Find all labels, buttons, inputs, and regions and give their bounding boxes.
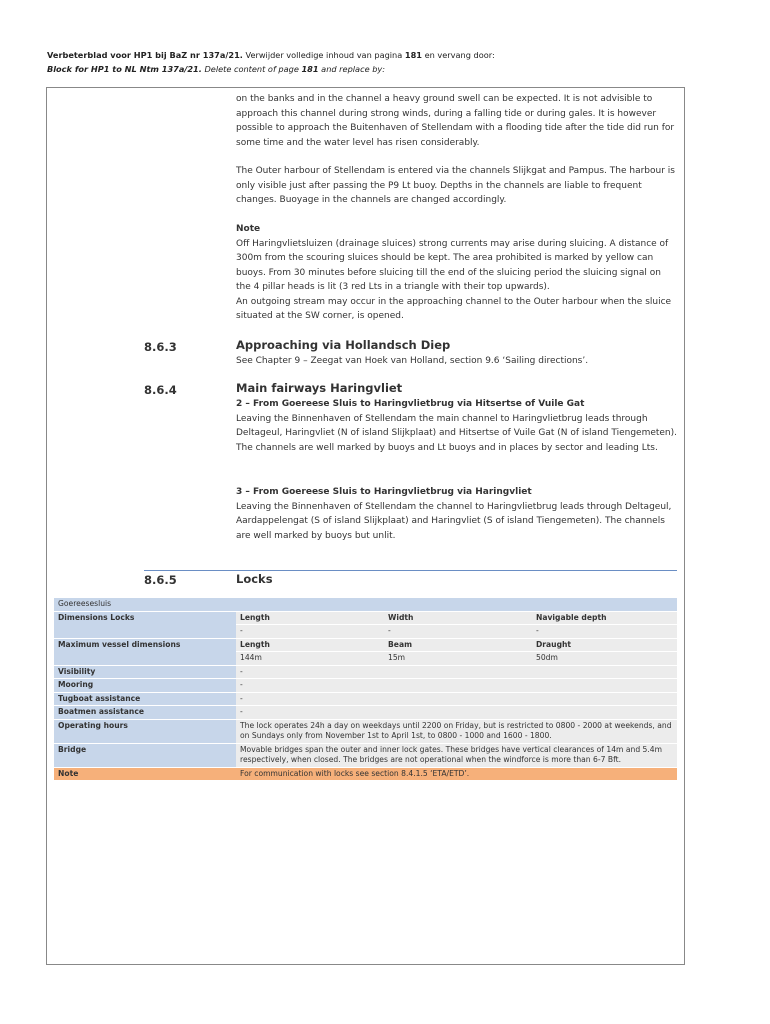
boatmen-value: - xyxy=(236,706,677,720)
note-title: Note xyxy=(236,224,261,234)
section-number-863: 8.6.3 xyxy=(144,340,177,354)
hours-value: The lock operates 24h a day on weekdays until 2200 on Friday, but is restricted to 0800 - 2000 at weekends, and on Sundays only from November 1st to April 1st, to 0800 - 1000 and 1600 - 1800. xyxy=(236,719,677,743)
vessel-value-draught: 50dm xyxy=(532,652,677,666)
section-864-sub1 xyxy=(236,397,678,455)
mooring-label: Mooring xyxy=(54,679,236,693)
section-number-865: 8.6.5 xyxy=(144,573,177,587)
page-header xyxy=(47,48,495,76)
header-line-english: Block for HP1 to NL Ntm 137a/21. Delete content of page 181 and replace by: xyxy=(47,64,386,74)
table-row xyxy=(54,767,677,781)
intro-paragraph-2: The Outer harbour of Stellendam is entered via the channels Slijkgat and Pampus. The harbour is only visible just after passing the P9 Lt buoy. Depths in the channels are liable to frequent changes. Buoyage in the channels are changed accordingly. xyxy=(236,166,675,205)
section-number-864: 8.6.4 xyxy=(144,383,177,397)
table-note-label: Note xyxy=(54,767,236,781)
intro-paragraph-1: on the banks and in the channel a heavy ground swell can be expected. It is not advisible to approach this channel during strong winds, during a falling tide or during gales. It is however possible to approach the Buitenhaven of Stellendam with a flooding tide after the tide did run for some time and the water level has risen considerably. xyxy=(236,94,675,148)
vessel-value-beam: 15m xyxy=(384,652,532,666)
section-title-863: Approaching via Hollandsch Diep xyxy=(236,338,451,352)
sub1-text-2: The channels are well marked by buoys and Lt buoys and in places by sector and leading Lts. xyxy=(236,442,658,453)
section-text-863: See Chapter 9 – Zeegat van Hoek van Holland, section 9.6 ‘Sailing directions’. xyxy=(236,356,589,366)
section-864-sub2 xyxy=(236,485,678,543)
tugboat-value: - xyxy=(236,692,677,706)
boatmen-label: Boatmen assistance xyxy=(54,706,236,720)
table-row xyxy=(54,692,677,706)
header-line-dutch: Verbeterblad voor HP1 bij BaZ nr 137a/21. Verwijder volledige inhoud van pagina 181 en vervang door: xyxy=(47,50,495,60)
hours-label: Operating hours xyxy=(54,719,236,743)
visibility-label: Visibility xyxy=(54,665,236,679)
table-caption-row xyxy=(54,598,677,611)
sub1-text: Leaving the Binnenhaven of Stellendam the main channel to Haringvlietbrug leads through Deltageul, Haringvliet (N of island Slijkplaat) and Hitsertse of Vuile Gat (N of island Tiengemeten). xyxy=(236,413,678,438)
bridge-value: Movable bridges span the outer and inner lock gates. These bridges have vertical clearances of 14m and 5.4m respectively, when closed. The bridges are not operational when the windforce is more than 6-7 Bft. xyxy=(236,743,677,767)
section-title-865: Locks xyxy=(236,572,273,586)
dimensions-label: Dimensions Locks xyxy=(54,611,236,638)
visibility-value: - xyxy=(236,665,677,679)
table-caption: Goereesesluis xyxy=(54,598,677,611)
section-divider xyxy=(144,570,677,571)
tugboat-label: Tugboat assistance xyxy=(54,692,236,706)
table-row xyxy=(54,719,677,743)
vessel-header-beam: Beam xyxy=(384,638,532,652)
vessel-label: Maximum vessel dimensions xyxy=(54,638,236,665)
note-block xyxy=(236,222,678,324)
sub2-title: 3 – From Goereese Sluis to Haringvlietbrug via Haringvliet xyxy=(236,487,532,497)
sub1-title: 2 – From Goereese Sluis to Haringvlietbrug via Hitsertse of Vuile Gat xyxy=(236,399,585,409)
table-note-value: For communication with locks see section 8.4.1.5 ‘ETA/ETD’. xyxy=(236,767,677,781)
dim-value-depth: - xyxy=(532,625,677,639)
dim-value-width: - xyxy=(384,625,532,639)
note-text: Off Haringvlietsluizen (drainage sluices) strong currents may arise during sluicing. A distance of 300m from the scouring sluices should be kept. The area prohibited is marked by yellow can buoys. From 30 minutes before sluicing till the end of the sluicing period the sluicing signal on the 4 pillar heads is lit (3 red Lts in a triangle with their top upwards). xyxy=(236,238,669,292)
locks-table xyxy=(54,598,677,781)
table-row xyxy=(54,743,677,767)
table-row xyxy=(54,679,677,693)
dim-header-depth: Navigable depth xyxy=(532,611,677,625)
bridge-label: Bridge xyxy=(54,743,236,767)
note-text-2: An outgoing stream may occur in the approaching channel to the Outer harbour when the sluice situated at the SW corner, is opened. xyxy=(236,296,672,321)
table-row xyxy=(54,638,677,652)
table-row xyxy=(54,706,677,720)
sub2-text: Leaving the Binnenhaven of Stellendam the channel to Haringvlietbrug leads through Deltageul, Aardappelengat (S of island Slijkplaat) and Haringvliet (S of island Tiengemeten). The channels are well marked by buoys but unlit. xyxy=(236,501,672,541)
dim-header-length: Length xyxy=(236,611,384,625)
vessel-value-length: 144m xyxy=(236,652,384,666)
dim-header-width: Width xyxy=(384,611,532,625)
section-title-864: Main fairways Haringvliet xyxy=(236,381,403,395)
mooring-value: - xyxy=(236,679,677,693)
table-row xyxy=(54,611,677,625)
dim-value-length: - xyxy=(236,625,384,639)
vessel-header-draught: Draught xyxy=(532,638,677,652)
table-row xyxy=(54,665,677,679)
vessel-header-length: Length xyxy=(236,638,384,652)
